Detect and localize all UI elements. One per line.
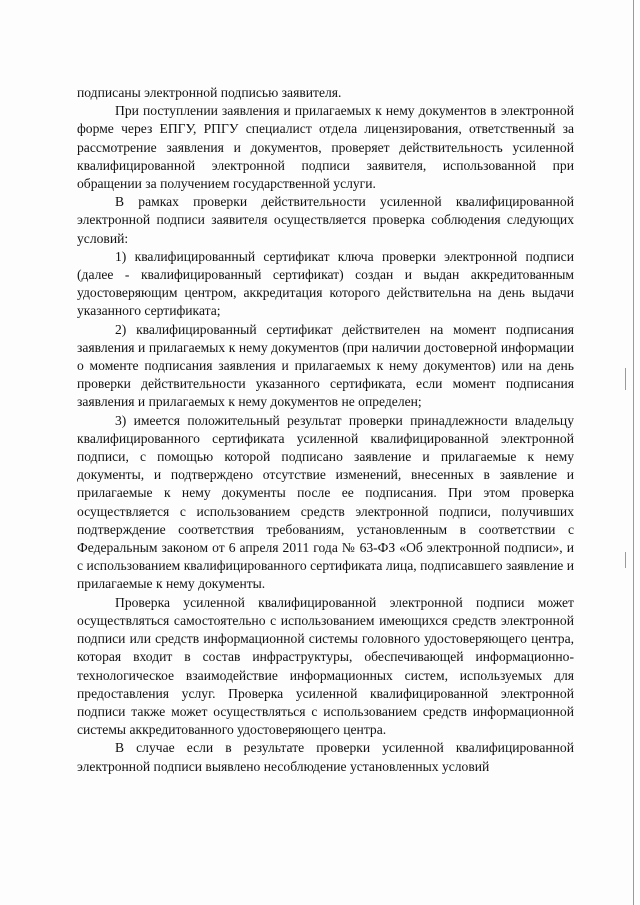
list-item-condition-2: 2) квалифицированный сертификат действителен на момент подписания заявления и прилагаемых к нему документов (при наличии достоверной информации о моменте подписания заявления и прилагаемых к нему документов) или на день проверки действительности указанного сертификата, если момент подписания заявления и прилагаемых к нему документов не определен; [77, 321, 574, 410]
scan-artifact-line [633, 0, 634, 905]
document-body [77, 84, 574, 776]
paragraph-noncompliance: В случае если в результате проверки усиленной квалифицированной электронной подписи выявлено несоблюдение установленных условий [77, 740, 574, 774]
list-item-condition-3: 3) имеется положительный результат проверки принадлежности владельцу квалифицированного сертификата усиленной квалифицированной электронной подписи, с помощью которой подписано заявление и прилагаемые к нему документы, и подтверждено отсутствие изменений, внесенных в заявление и прилагаемые к нему документы после ее подписания. При этом проверка осуществляется с использованием средств электронной подписи, получивших подтверждение соответствия требованиям, установленным в соответствии с Федеральным законом от 6 апреля 2011 года № 63-ФЗ «Об электронной подписи», и с использованием квалифицированного сертификата лица, подписавшего заявление и прилагаемые к нему документы. [77, 412, 574, 592]
list-item-condition-1: 1) квалифицированный сертификат ключа проверки электронной подписи (далее - квалифицированный сертификат) создан и выдан аккредитованным удостоверяющим центром, аккредитация которого действительна на день выдачи указанного сертификата; [77, 248, 574, 319]
scan-artifact-dash [625, 368, 626, 390]
paragraph-continuation: подписаны электронной подписью заявителя. [77, 85, 342, 100]
paragraph-signature-check: При поступлении заявления и прилагаемых к нему документов в электронной форме через ЕПГУ, РПГУ специалист отдела лицензирования, ответственный за рассмотрение заявления и документов, проверяет действительность усиленной квалифицированной электронной подписи заявителя, использованной при обращении за получением государственной услуги. [77, 103, 574, 192]
paragraph-verification-means: Проверка усиленной квалифицированной электронной подписи может осуществляться самостоятельно с использованием имеющихся средств электронной подписи или средств информационной системы головного удостоверяющего центра, которая входит в состав инфраструктуры, обеспечивающей информационно-технологическое взаимодействие информационных систем, используемых для предоставления услуг. Проверка усиленной квалифицированной электронной подписи также может осуществляться с использованием средств информационной системы аккредитованного удостоверяющего центра. [77, 594, 574, 738]
scan-artifact-dash [625, 552, 626, 568]
paragraph-check-conditions: В рамках проверки действительности усиленной квалифицированной электронной подписи заявителя осуществляется проверка соблюдения следующих условий: [77, 194, 574, 246]
